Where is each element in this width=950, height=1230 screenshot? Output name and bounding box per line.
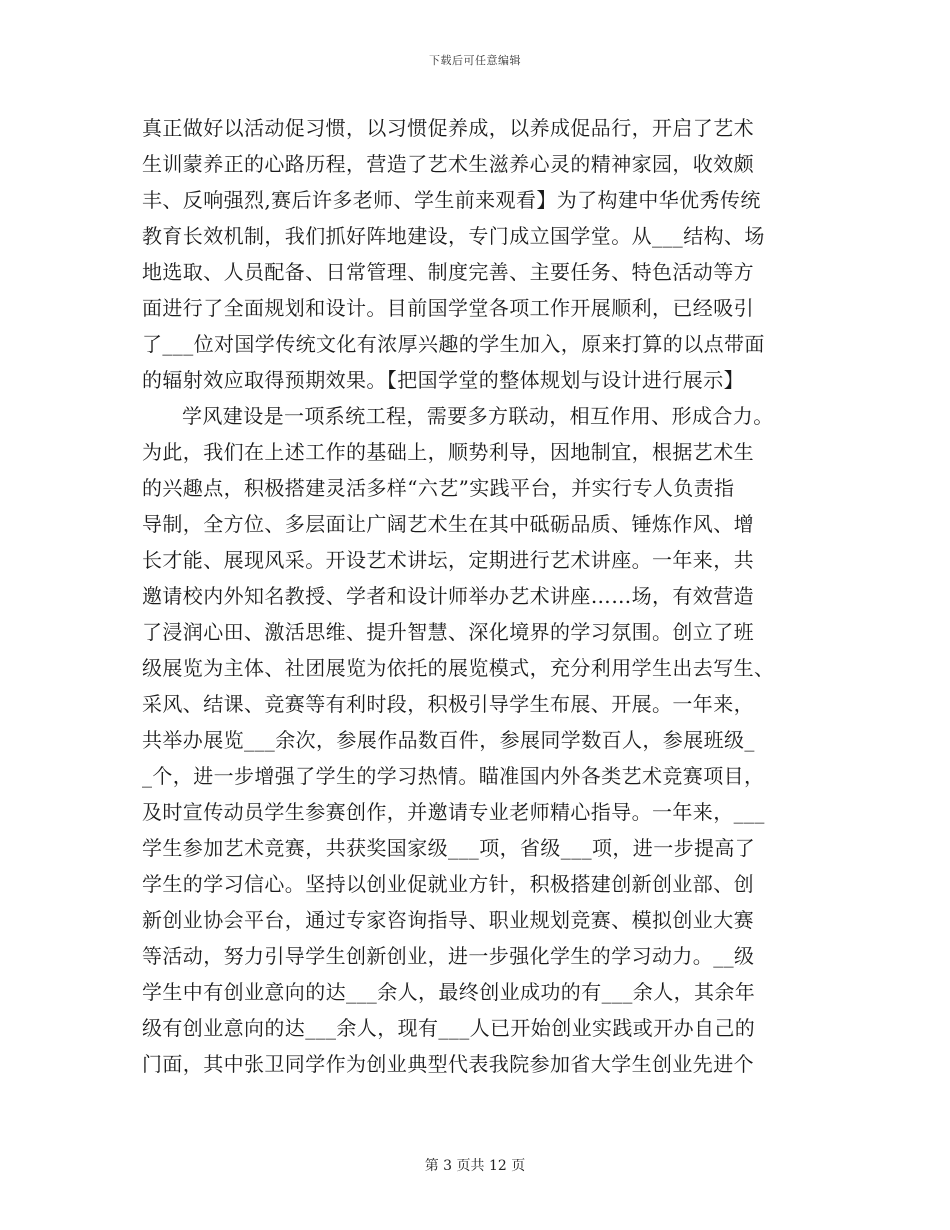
text-line: 等活动，努力引导学生创新创业，进一步强化学生的学习动力。__级 (142, 944, 755, 968)
text-line: 丰、反响强烈,赛后许多老师、学生前来观看】为了构建中华优秀传统 (142, 188, 761, 212)
text-line: 了___位对国学传统文化有浓厚兴趣的学生加入，原来打算的以点带面 (142, 332, 765, 356)
text-line: 真正做好以活动促习惯，以习惯促养成，以养成促品行，开启了艺术 (142, 116, 754, 140)
text-line: 门面，其中张卫同学作为创业典型代表我院参加省大学生创业先进个 (142, 1052, 754, 1076)
text-line: 级展览为主体、社团展览为依托的展览模式，充分利用学生出去写生、 (142, 656, 775, 680)
text-line: 及时宣传动员学生参赛创作，并邀请专业老师精心指导。一年来，___ (142, 800, 765, 824)
text-line: 生训蒙养正的心路历程，营造了艺术生滋养心灵的精神家园，收效颇 (142, 152, 754, 176)
document-body (142, 110, 812, 1082)
text-line: 学生的学习信心。坚持以创业促就业方针，积极搭建创新创业部、创 (142, 872, 754, 896)
text-line: 级有创业意向的达___余人，现有___人已开始创业实践或开办自己的 (142, 1016, 756, 1040)
text-line: 的兴趣点，积极搭建灵活多样“六艺”实践平台，并实行专人负责指 (142, 476, 735, 500)
text-line: 学生参加艺术竞赛，共获奖国家级___项，省级___项，进一步提高了 (142, 836, 756, 860)
text-line: 了浸润心田、激活思维、提升智慧、深化境界的学习氛围。创立了班 (142, 620, 754, 644)
text-line: 地选取、人员配备、日常管理、制度完善、主要任务、特色活动等方 (142, 260, 754, 284)
page-number: 第 3 页共 12 页 (424, 1158, 526, 1174)
text-line: 采风、结课、竞赛等有利时段，积极引导学生布展、开展。一年来， (142, 692, 754, 716)
text-line: _个，进一步增强了学生的学习热情。瞄准国内外各类艺术竞赛项目， (142, 764, 765, 788)
text-line: 学生中有创业意向的达___余人，最终创业成功的有___余人，其余年 (142, 980, 756, 1004)
page-header: 下载后可任意编辑 (429, 54, 521, 67)
paragraph-start-line: 学风建设是一项系统工程，需要多方联动，相互作用、形成合力。 (182, 404, 774, 428)
text-line: 为此，我们在上述工作的基础上，顺势利导，因地制宜，根据艺术生 (142, 440, 754, 464)
text-line: 面进行了全面规划和设计。目前国学堂各项工作开展顺利，已经吸引 (142, 296, 754, 320)
text-line: 教育长效机制，我们抓好阵地建设，专门成立国学堂。从___结构、场 (142, 224, 765, 248)
text-line: 新创业协会平台，通过专家咨询指导、职业规划竞赛、模拟创业大赛 (142, 908, 754, 932)
text-line: 共举办展览___余次，参展作品数百件，参展同学数百人，参展班级_ (142, 728, 755, 752)
text-line: 的辐射效应取得预期效果。【把国学堂的整体规划与设计进行展示】 (142, 368, 744, 392)
text-line: 长才能、展现风采。开设艺术讲坛，定期进行艺术讲座。一年来，共 (142, 548, 754, 572)
text-line: 导制，全方位、多层面让广阔艺术生在其中砥砺品质、锤炼作风、增 (142, 512, 754, 536)
text-line: 邀请校内外知名教授、学者和设计师举办艺术讲座……场，有效营造 (142, 584, 754, 608)
